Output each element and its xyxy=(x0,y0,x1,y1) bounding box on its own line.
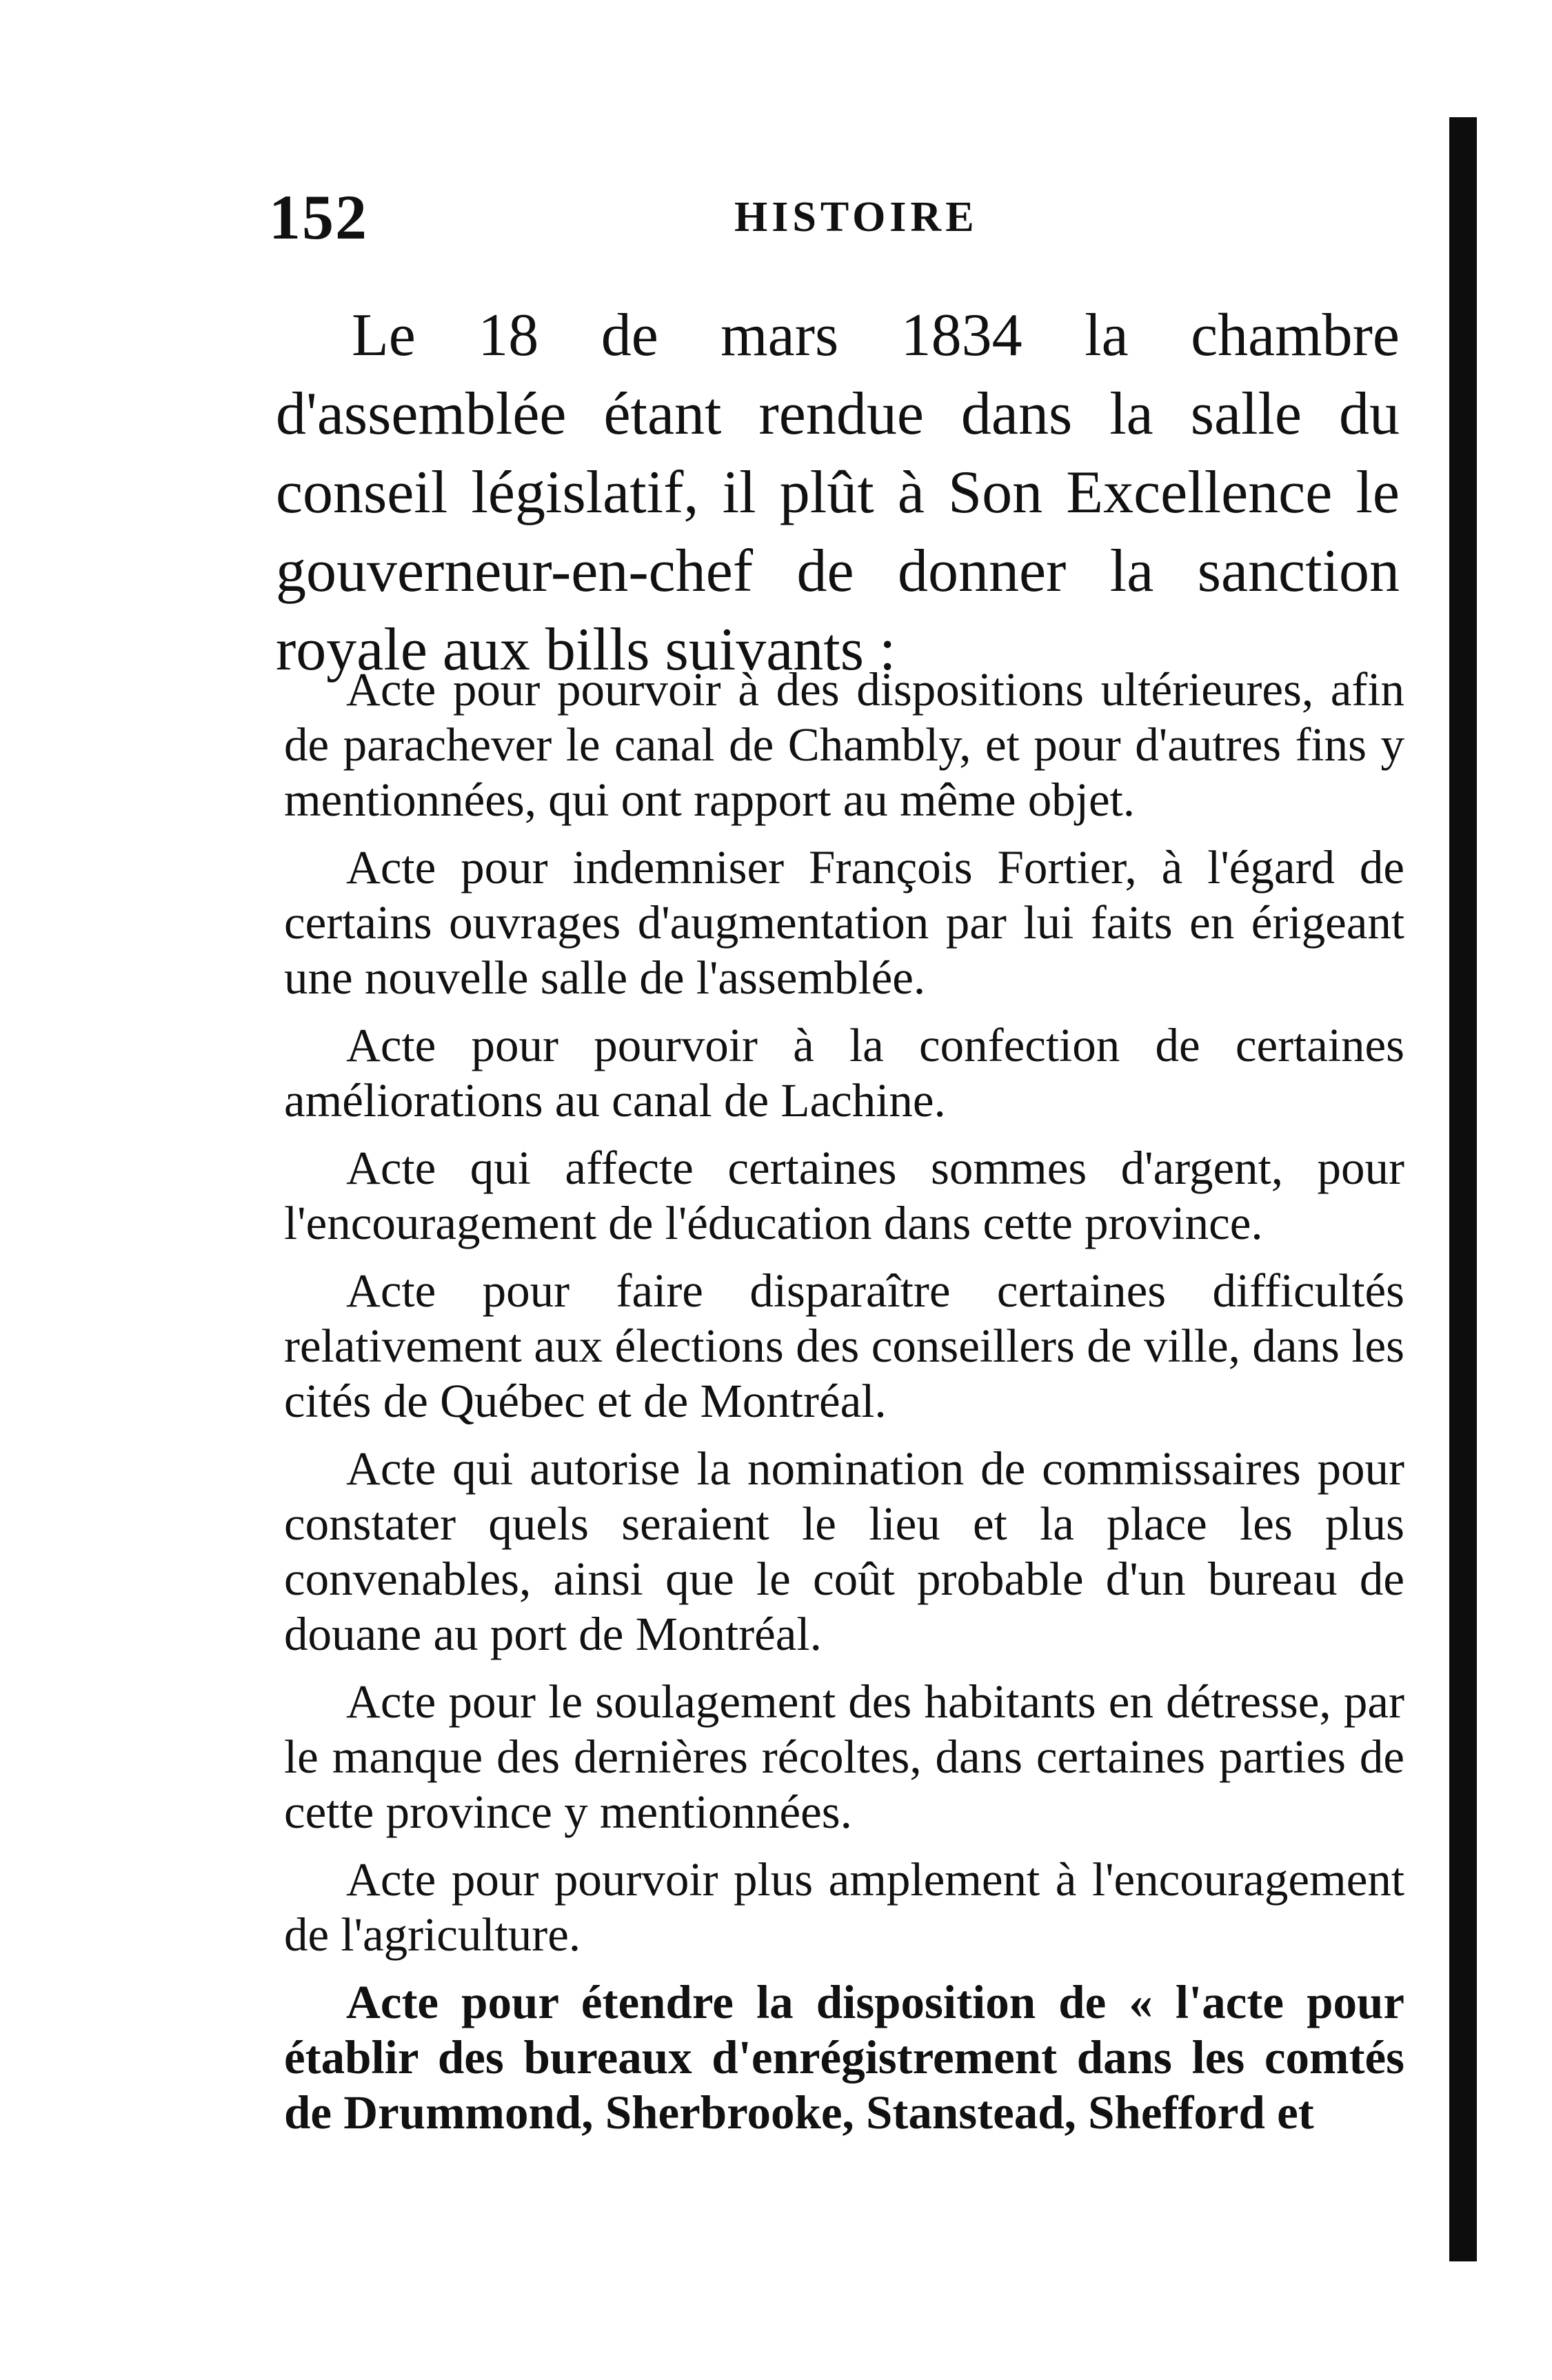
running-title: HISTOIRE xyxy=(734,194,978,241)
act-item: Acte qui autorise la nomination de commissaires pour constater quels seraient le lieu et la place les plus convenables, ainsi que le coût probable d'un bureau de douane au port de Montréal. xyxy=(284,1442,1404,1660)
page-edge-bar xyxy=(1449,117,1477,2261)
act-item: Acte pour faire disparaître certaines difficultés relativement aux élections des conseillers de ville, dans les cités de Québec et de Montréal. xyxy=(284,1264,1404,1427)
act-item: Acte pour étendre la disposition de « l'acte pour établir des bureaux d'enrégistrement dans les comtés de Drummond, Sherbrooke, Stanstead, Shefford et xyxy=(284,1976,1404,2139)
act-item: Acte pour pourvoir plus amplement à l'encouragement de l'agriculture. xyxy=(284,1853,1404,1961)
page-number: 152 xyxy=(269,182,368,252)
act-item: Acte pour pourvoir à la confection de certaines améliorations au canal de Lachine. xyxy=(284,1019,1404,1127)
intro-paragraph: Le 18 de mars 1834 la chambre d'assemblée étant rendue dans la salle du conseil législatif, il plût à Son Excellence le gouverneur-en-chef de donner la sanction royale aux bills suivants : xyxy=(276,302,1400,683)
act-item: Acte pour le soulagement des habitants en détresse, par le manque des dernières récoltes, dans certaines parties de cette province y mentionnées. xyxy=(284,1675,1404,1838)
act-item: Acte qui affecte certaines sommes d'argent, pour l'encouragement de l'éducation dans cette province. xyxy=(284,1142,1404,1249)
acts-list xyxy=(284,662,1404,2152)
page-header xyxy=(269,181,1400,256)
act-item: Acte pour pourvoir à des dispositions ultérieures, afin de parachever le canal de Chambly, et pour d'autres fins y mentionnées, qui ont rapport au même objet. xyxy=(284,663,1404,826)
act-item: Acte pour indemniser François Fortier, à l'égard de certains ouvrages d'augmentation par lui faits en érigeant une nouvelle salle de l'assemblée. xyxy=(284,841,1404,1004)
